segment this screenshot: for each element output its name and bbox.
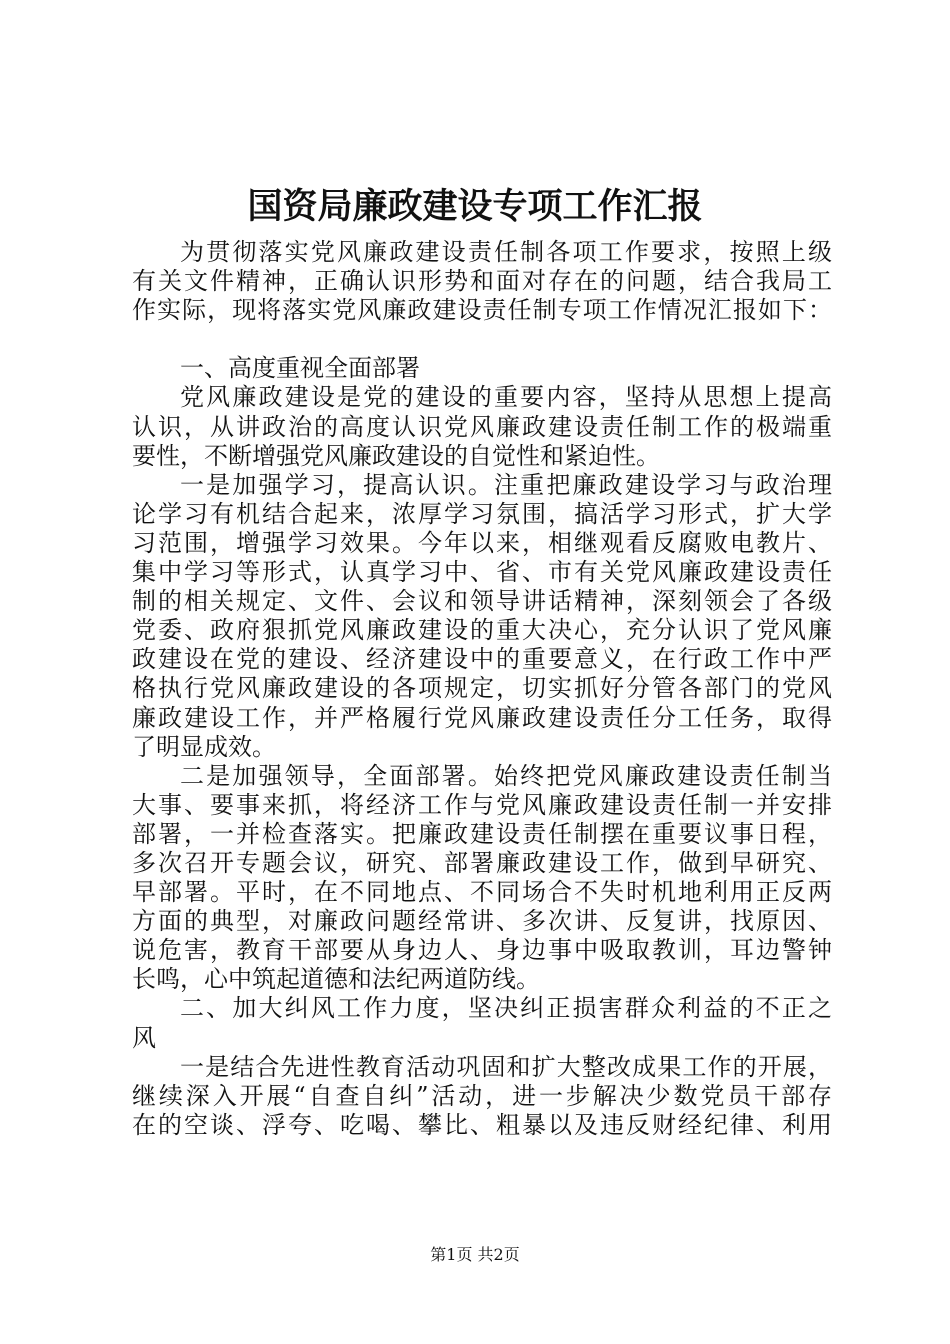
body-line: 格执行党风廉政建设的各项规定，切实抓好分管各部门的党风 — [132, 674, 832, 703]
body-line: 集中学习等形式，认真学习中、省、市有关党风廉政建设责任 — [132, 558, 832, 587]
body-line: 部署，一并检查落实。把廉政建设责任制摆在重要议事日程， — [132, 819, 832, 848]
body-line: 习范围，增强学习效果。今年以来，相继观看反腐败电教片、 — [132, 528, 832, 557]
body-line: 一是加强学习，提高认识。注重把廉政建设学习与政治理 — [180, 470, 832, 499]
body-line: 廉政建设工作，并严格履行党风廉政建设责任分工任务，取得 — [132, 703, 832, 732]
body-line: 为贯彻落实党风廉政建设责任制各项工作要求，按照上级 — [180, 238, 832, 266]
body-line: 一是结合先进性教育活动巩固和扩大整改成果工作的开展， — [180, 1052, 832, 1081]
body-line: 多次召开专题会议，研究、部署廉政建设工作，做到早研究、 — [132, 848, 832, 877]
body-line: 长鸣，心中筑起道德和法纪两道防线。 — [132, 965, 540, 994]
section-heading: 风 — [132, 1023, 156, 1052]
body-line: 认识，从讲政治的高度认识党风廉政建设责任制工作的极端重 — [132, 412, 832, 441]
document-body — [132, 238, 832, 1140]
body-line: 继续深入开展“自查自纠”活动，进一步解决少数党员干部存 — [132, 1081, 832, 1110]
body-line: 有关文件精神，正确认识形势和面对存在的问题，结合我局工 — [132, 267, 832, 296]
body-line: 作实际，现将落实党风廉政建设责任制专项工作情况汇报如下： — [132, 296, 832, 325]
section-heading: 一、高度重视全面部署 — [180, 354, 420, 383]
body-line: 大事、要事来抓，将经济工作与党风廉政建设责任制一并安排 — [132, 790, 832, 819]
document-title: 国资局廉政建设专项工作汇报 — [247, 186, 703, 227]
body-line: 说危害，教育干部要从身边人、身边事中吸取教训，耳边警钟 — [132, 936, 832, 965]
body-line: 论学习有机结合起来，浓厚学习氛围，搞活学习形式，扩大学 — [132, 499, 832, 528]
body-line: 党委、政府狠抓党风廉政建设的重大决心，充分认识了党风廉 — [132, 616, 832, 645]
body-line: 制的相关规定、文件、会议和领导讲话精神，深刻领会了各级 — [132, 587, 832, 616]
body-line: 在的空谈、浮夸、吃喝、攀比、粗暴以及违反财经纪律、利用 — [132, 1110, 832, 1139]
blank-line — [132, 325, 832, 354]
body-line: 方面的典型，对廉政问题经常讲、多次讲、反复讲，找原因、 — [132, 907, 832, 936]
page-number-footer: 第1页 共2页 — [430, 1245, 520, 1264]
body-line: 早部署。平时，在不同地点、不同场合不失时机地利用正反两 — [132, 878, 832, 907]
body-line: 二是加强领导，全面部署。始终把党风廉政建设责任制当 — [180, 761, 832, 790]
section-heading: 二、加大纠风工作力度，坚决纠正损害群众利益的不正之 — [180, 994, 832, 1023]
body-line: 要性，不断增强党风廉政建设的自觉性和紧迫性。 — [132, 441, 660, 470]
body-line: 了明显成效。 — [132, 732, 276, 761]
body-line: 政建设在党的建设、经济建设中的重要意义，在行政工作中严 — [132, 645, 832, 674]
body-line: 党风廉政建设是党的建设的重要内容，坚持从思想上提高 — [180, 383, 832, 412]
